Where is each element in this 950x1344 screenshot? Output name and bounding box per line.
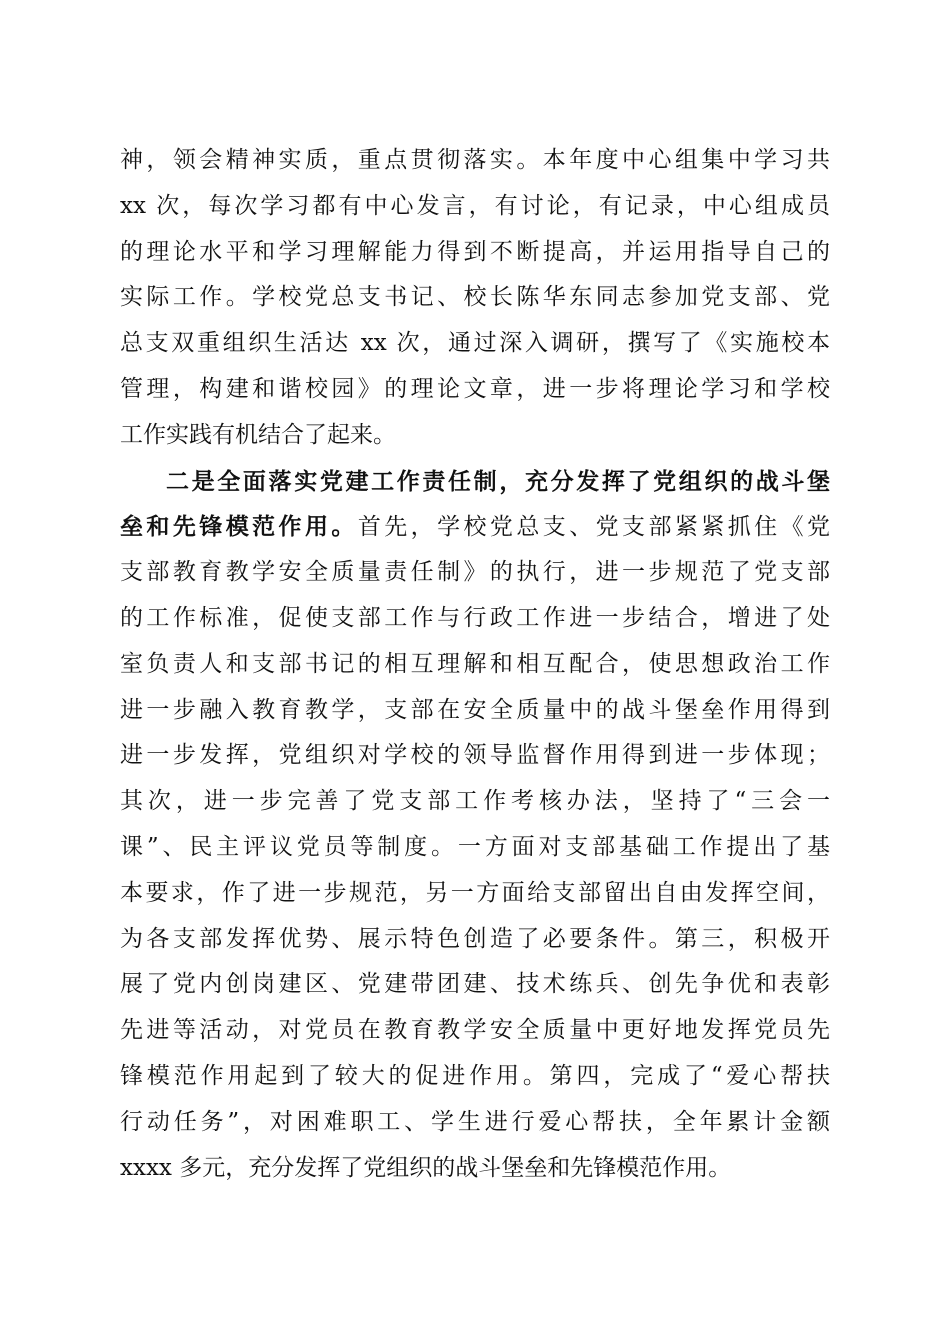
text-line: 管理，构建和谐校园》的理论文章，进一步将理论学习和学校 (120, 375, 830, 402)
text-line: 实际工作。学校党总支书记、校长陈华东同志参加党支部、党 (120, 284, 830, 311)
text-line: 为各支部发挥优势、展示特色创造了必要条件。第三，积极开 (120, 925, 830, 952)
paragraph-study-summary (120, 138, 830, 459)
text-line: 神，领会精神实质，重点贯彻落实。本年度中心组集中学习共 (120, 147, 830, 173)
text-line: 本要求，作了进一步规范，另一方面给支部留出自由发挥空间， (120, 879, 830, 906)
text-line: 的工作标准，促使支部工作与行政工作进一步结合，增进了处 (120, 604, 830, 631)
text-line: xxxx 多元，充分发挥了党组织的战斗堡垒和先锋模范作用。 (120, 1154, 732, 1181)
paragraph-heading-line: 二是全面落实党建工作责任制，充分发挥了党组织的战斗堡 (166, 467, 830, 495)
text-line: 工作实践有机结合了起来。 (120, 421, 396, 448)
text-line: 先进等活动，对党员在教育教学安全质量中更好地发挥党员先 (120, 1017, 830, 1044)
text-line: 总支双重组织生活达 xx 次，通过深入调研，撰写了《实施校本 (120, 330, 830, 357)
paragraph-party-responsibility (120, 459, 830, 1192)
text-line (120, 504, 830, 550)
text-line: 课”、民主评议党员等制度。一方面对支部基础工作提出了基 (120, 833, 830, 860)
text-line-rest: 首先，学校党总支、党支部紧紧抓住《党 (357, 514, 831, 541)
text-line: 展了党内创岗建区、党建带团建、技术练兵、创先争优和表彰 (120, 971, 830, 998)
text-line: 进一步发挥，党组织对学校的领导监督作用得到进一步体现； (120, 742, 830, 769)
text-line: 进一步融入教育教学，支部在安全质量中的战斗堡垒作用得到 (120, 696, 830, 723)
text-line: 室负责人和支部书记的相互理解和相互配合，使思想政治工作 (120, 650, 830, 677)
text-line: 的理论水平和学习理解能力得到不断提高，并运用指导自己的 (120, 238, 830, 265)
paragraph-heading-tail: 垒和先锋模范作用。 (120, 513, 358, 541)
text-line: 其次，进一步完善了党支部工作考核办法，坚持了“三会一 (120, 788, 830, 815)
text-line: xx 次，每次学习都有中心发言，有讨论，有记录，中心组成员 (120, 192, 830, 219)
document-body (120, 138, 830, 1191)
text-line: 支部教育教学安全质量责任制》的执行，进一步规范了党支部 (120, 559, 830, 586)
text-line: 锋模范作用起到了较大的促进作用。第四，完成了“爱心帮扶 (120, 1062, 830, 1089)
text-line: 行动任务”，对困难职工、学生进行爱心帮扶，全年累计金额 (120, 1108, 830, 1135)
